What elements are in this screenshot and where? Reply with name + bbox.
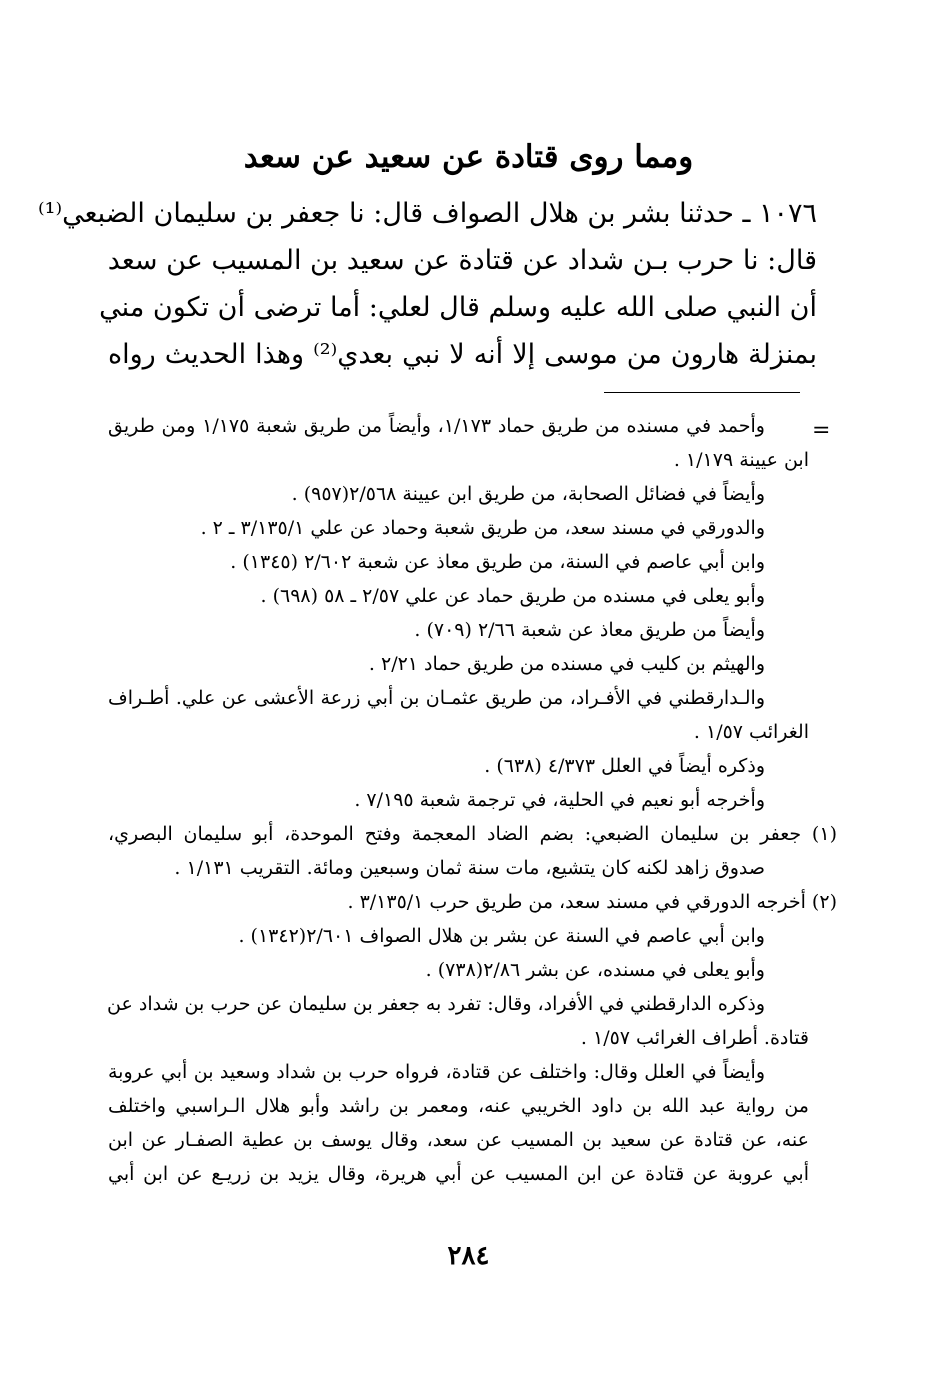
footnote-line: وأبو يعلى في مسنده من طريق حماد عن علي ٢/٥٧ ـ ٥٨ (٦٩٨) . xyxy=(260,585,765,607)
footnote-line: وأيضاً في العلل وقال: واختلف عن قتادة، فرواه حرب بن شداد وسعيد بن أبي عروبة xyxy=(108,1061,765,1083)
footnote-line: والـدارقطني في الأفـراد، من طريق عثمـان بن أبي زرعة الأعشى عن علي. أطـراف xyxy=(108,687,765,709)
section-title: ومما روى قتادة عن سعيد عن سعد xyxy=(243,139,694,175)
footnote-line: وذكره الدارقطني في الأفراد، وقال: تفرد به جعفر بن سليمان عن حرب بن شداد عن xyxy=(107,993,765,1015)
footnote-line: وأبو يعلى في مسنده، عن بشر ٢/٨٦(٧٣٨) . xyxy=(425,959,765,981)
hadith-line: ١٠٧٦ ـ حدثنا بشر بن هلال الصواف قال: نا جعفر بن سليمان الضبعي⁽¹⁾ xyxy=(37,198,817,229)
footnote-line: وابن أبي عاصم في السنة عن بشر بن هلال الصواف ٢/٦٠١(١٣٤٢) . xyxy=(238,925,765,947)
footnote-line: وابن أبي عاصم في السنة، من طريق معاذ عن شعبة ٢/٦٠٢ (١٣٤٥) . xyxy=(230,551,765,573)
footnote-line: ابن عيينة ١/١٧٩ . xyxy=(673,449,809,471)
footnote-line: وأحمد في مسنده من طريق حماد ١/١٧٣، وأيضاً من طريق شعبة ١/١٧٥ ومن طريق xyxy=(108,415,765,437)
hadith-text xyxy=(37,190,818,378)
footnotes xyxy=(107,409,837,1191)
hadith-line: أن النبي صلى الله عليه وسلم قال لعلي: أما ترضى أن تكون مني xyxy=(99,292,817,323)
footnote-line: والدورقي في مسند سعد، من طريق شعبة وحماد عن علي ٣/١٣٥/١ ـ ٢ . xyxy=(200,517,765,539)
hadith-line: قال: نا حرب بـن شداد عن قتادة عن سعيد بن المسيب عن سعد xyxy=(107,245,817,276)
footnote-line: من رواية عبد الله بن داود الخريبي عنه، ومعمر بن راشد وأبو هلال الـراسبي واختلف xyxy=(108,1095,809,1117)
footnote-line: صدوق زاهد لكنه كان يتشيع، مات سنة ثمان وسبعين ومائة. التقريب ١/١٣١ . xyxy=(174,857,765,879)
footnote-line: وأخرجه أبو نعيم في الحلية، في ترجمة شعبة ٧/١٩٥ . xyxy=(354,789,765,811)
footnote-line: (٢) أخرجه الدورقي في مسند سعد، من طريق حرب ٣/١٣٥/١ . xyxy=(347,891,837,913)
footnote-line: وأيضاً في فضائل الصحابة، من طريق ابن عيينة ٢/٥٦٨(٩٥٧) . xyxy=(291,483,765,505)
footnote-line: وأيضاً من طريق معاذ عن شعبة ٢/٦٦ (٧٠٩) . xyxy=(414,619,765,641)
footnote-line: والهيثم بن كليب في مسنده من طريق حماد ٢/٢١ . xyxy=(368,653,765,675)
footnote-line: (١) جعفر بن سليمان الضبعي: بضم الضاد المعجمة وفتح الموحدة، أبو سليمان البصري، xyxy=(108,823,837,845)
footnote-divider xyxy=(604,392,800,393)
footnote-line: وذكره أيضاً في العلل ٤/٣٧٣ (٦٣٨) . xyxy=(484,755,765,777)
footnote-line: الغرائب ١/٥٧ . xyxy=(693,721,809,743)
footnote-line: قتادة. أطراف الغرائب ١/٥٧ . xyxy=(580,1027,809,1049)
hadith-line: بمنزلة هارون من موسى إلا أنه لا نبي بعدي⁽²⁾ وهذا الحديث رواه xyxy=(108,339,818,370)
page-number: ٢٨٤ xyxy=(447,1241,490,1271)
footnote-line: أبي عروبة عن قتادة عن ابن المسيب عن أبي هريرة، وقال يزيد بن زريـع عن ابن أبي xyxy=(108,1163,809,1185)
continuation-mark: = xyxy=(812,418,831,443)
footnote-line: عنه، عن قتادة عن سعيد بن المسيب عن سعد، وقال يوسف بن عطية الصفـار عن ابن xyxy=(108,1129,809,1151)
